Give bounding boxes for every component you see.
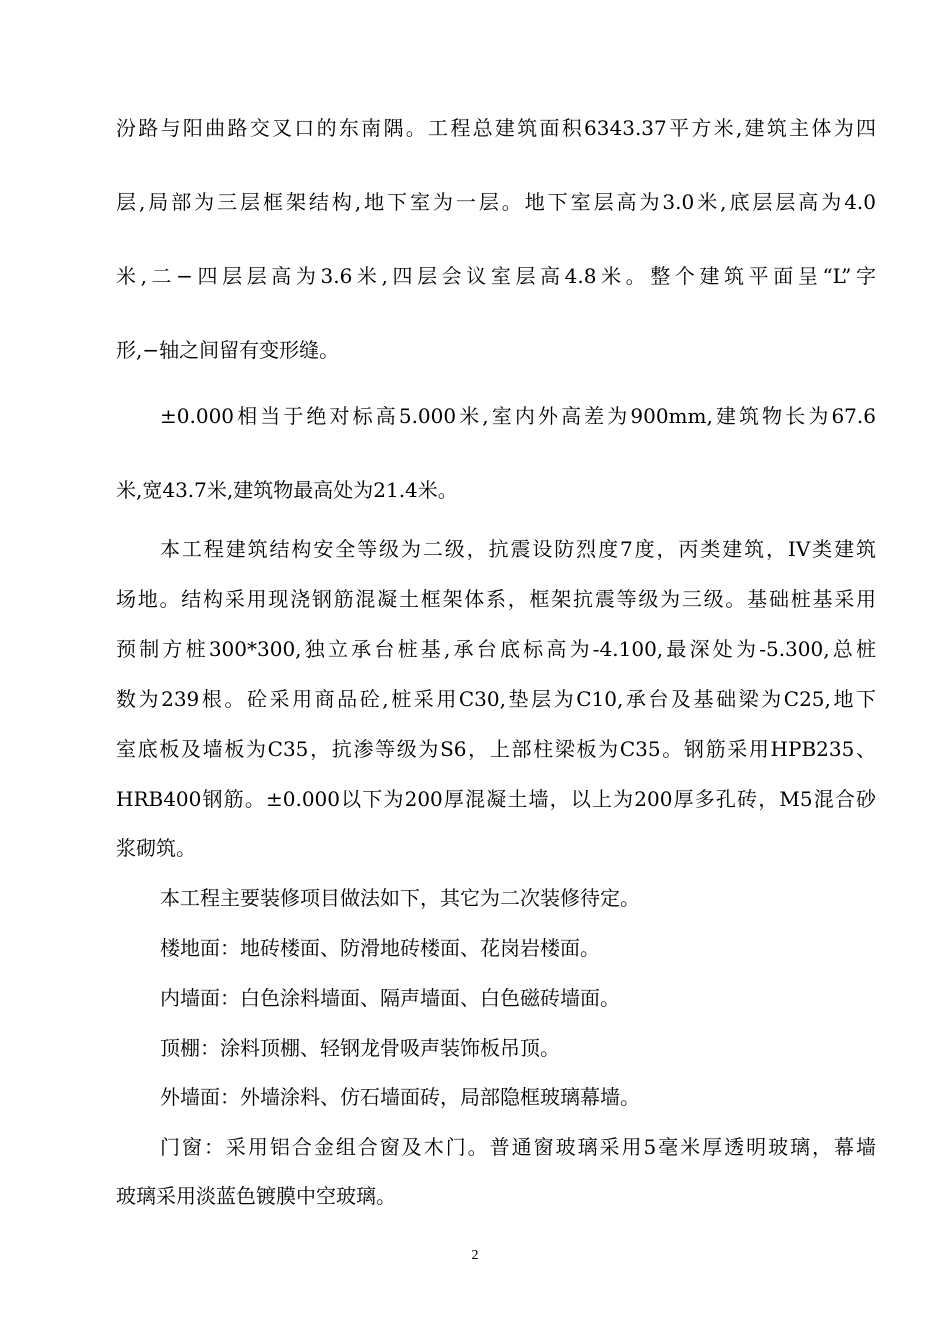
paragraph-2-line-2: 米,宽43.7米,建筑物最高处为21.4米。: [116, 478, 458, 502]
finish-item-interior-wall: 内墙面：白色涂料墙面、隔声墙面、白色磁砖墙面。: [160, 986, 620, 1010]
paragraph-3-line-2: 场地。结构采用现浇钢筋混凝土框架体系，框架抗震等级为三级。基础桩基采用: [116, 587, 876, 611]
paragraph-1-line-3: 米,二−四层层高为3.6米,四层会议室层高4.8米。整个建筑平面呈“L”字: [116, 264, 876, 288]
finish-item-exterior-wall: 外墙面：外墙涂料、仿石墙面砖，局部隐框玻璃幕墙。: [160, 1085, 640, 1109]
finish-item-doors-windows-line-2: 玻璃采用淡蓝色镀膜中空玻璃。: [116, 1184, 396, 1208]
paragraph-3-line-5: 室底板及墙板为C35，抗渗等级为S6，上部柱梁板为C35。钢筋采用HPB235、: [116, 737, 876, 761]
finish-item-ceiling: 顶棚：涂料顶棚、轻钢龙骨吸声装饰板吊顶。: [160, 1036, 560, 1060]
paragraph-1-line-1: 汾路与阳曲路交叉口的东南隅。工程总建筑面积6343.37平方米,建筑主体为四: [116, 116, 876, 140]
paragraph-3-line-7: 浆砌筑。: [116, 836, 196, 860]
paragraph-1-line-4: 形,−轴之间留有变形缝。: [116, 338, 340, 362]
paragraph-3-line-1: 本工程建筑结构安全等级为二级，抗震设防烈度7度，丙类建筑，IV类建筑: [160, 537, 876, 561]
paragraph-1-line-2: 层,局部为三层框架结构,地下室为一层。地下室层高为3.0米,底层层高为4.0: [116, 190, 876, 214]
paragraph-3-line-6: HRB400钢筋。±0.000以下为200厚混凝土墙，以上为200厚多孔砖，M5混合砂: [116, 787, 876, 811]
paragraph-4-intro: 本工程主要装修项目做法如下，其它为二次装修待定。: [160, 886, 640, 910]
paragraph-3-line-4: 数为239根。砼采用商品砼,桩采用C30,垫层为C10,承台及基础梁为C25,地下: [116, 687, 876, 711]
finish-item-floor: 楼地面：地砖楼面、防滑地砖楼面、花岗岩楼面。: [160, 936, 600, 960]
finish-item-doors-windows-line-1: 门窗：采用铝合金组合窗及木门。普通窗玻璃采用5毫米厚透明玻璃，幕墙: [160, 1135, 876, 1159]
paragraph-3-line-3: 预制方桩300*300,独立承台桩基,承台底标高为-4.100,最深处为-5.300,总桩: [116, 637, 876, 661]
paragraph-2-line-1: ±0.000相当于绝对标高5.000米,室内外高差为900mm,建筑物长为67.6: [160, 404, 876, 428]
page-number: 2: [471, 1248, 479, 1263]
